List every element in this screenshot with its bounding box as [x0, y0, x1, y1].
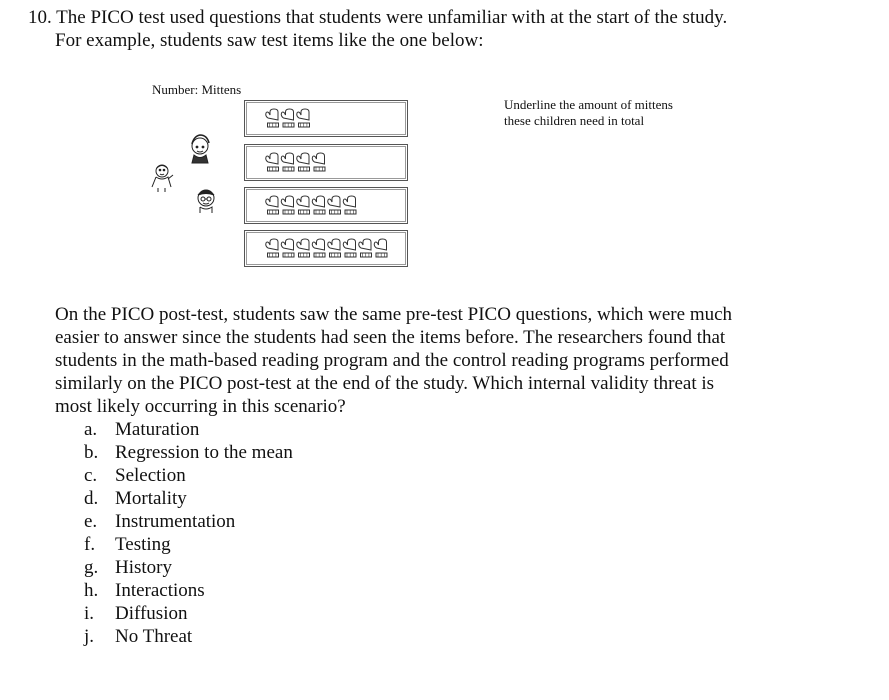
mitten-icon	[281, 109, 294, 127]
mitten-icon	[281, 196, 294, 214]
mitten-row-3	[245, 188, 409, 225]
child-figure	[198, 190, 214, 213]
mitten-icon	[266, 153, 279, 171]
answer-box-3[interactable]	[244, 187, 408, 224]
option-letter: b.	[84, 442, 99, 463]
mitten-icon	[266, 196, 279, 214]
mitten-icon	[297, 153, 310, 171]
mitten-icon	[374, 239, 387, 257]
answer-box-1[interactable]	[244, 100, 408, 137]
answer-box-2[interactable]	[244, 144, 408, 181]
passage-line: On the PICO post-test, students saw the same pre-test PICO questions, which were much	[55, 304, 733, 325]
option-letter: i.	[84, 603, 95, 624]
mitten-row-2	[245, 145, 409, 182]
mitten-icon	[266, 239, 279, 257]
option-letter: h.	[84, 580, 99, 601]
mitten-icon	[297, 196, 310, 214]
mitten-icon	[281, 153, 294, 171]
children-illustration	[148, 132, 228, 222]
option-text: History	[115, 557, 172, 578]
child-figure	[192, 135, 209, 163]
option-text: Interactions	[115, 580, 205, 601]
option-letter: a.	[84, 419, 98, 440]
option-text: Maturation	[115, 419, 200, 440]
question-text-line-2: For example, students saw test items like the one below:	[55, 30, 484, 51]
mitten-icon	[328, 196, 341, 214]
mitten-icon	[281, 239, 294, 257]
option-letter: d.	[84, 488, 99, 509]
question-number: 10.	[28, 7, 52, 28]
option-text: Regression to the mean	[115, 442, 293, 463]
option-letter: e.	[84, 511, 98, 532]
passage-line: most likely occurring in this scenario?	[55, 396, 346, 417]
passage-line: similarly on the PICO post-test at the end of the study. Which internal validity threat is	[55, 373, 715, 394]
figure-instruction-line-2: these children need in total	[504, 113, 645, 128]
figure-instruction-line-1: Underline the amount of mittens	[504, 97, 673, 112]
mitten-icon	[343, 196, 356, 214]
option-letter: j.	[84, 626, 95, 647]
option-text: Selection	[115, 465, 186, 486]
figure-instruction	[504, 97, 714, 129]
option-text: Diffusion	[115, 603, 188, 624]
mitten-icon	[328, 239, 341, 257]
mitten-icon	[266, 109, 279, 127]
figure-label: Number: Mittens	[152, 82, 242, 97]
option-text: Testing	[115, 534, 171, 555]
passage-line: easier to answer since the students had seen the items before. The researchers found that	[55, 327, 726, 348]
mitten-icon	[297, 109, 310, 127]
option-text: Instrumentation	[115, 511, 236, 532]
answer-box-4[interactable]	[244, 230, 408, 267]
mitten-icon	[343, 239, 356, 257]
mitten-icon	[312, 196, 325, 214]
mitten-row-1	[245, 101, 409, 138]
question-passage	[55, 303, 815, 418]
mitten-icon	[312, 239, 325, 257]
question-text-line-1: The PICO test used questions that students were unfamiliar with at the start of the study.	[56, 7, 728, 28]
passage-line: students in the math-based reading program and the control reading programs performed	[55, 350, 729, 371]
child-figure	[152, 165, 173, 192]
mitten-icon	[297, 239, 310, 257]
option-letter: c.	[84, 465, 98, 486]
mitten-row-4	[245, 231, 409, 268]
test-item-figure	[0, 0, 889, 290]
option-letter: g.	[84, 557, 99, 578]
option-letter: f.	[84, 534, 96, 555]
mitten-icon	[312, 153, 325, 171]
option-text: No Threat	[115, 626, 193, 647]
option-text: Mortality	[115, 488, 187, 509]
mitten-icon	[359, 239, 372, 257]
